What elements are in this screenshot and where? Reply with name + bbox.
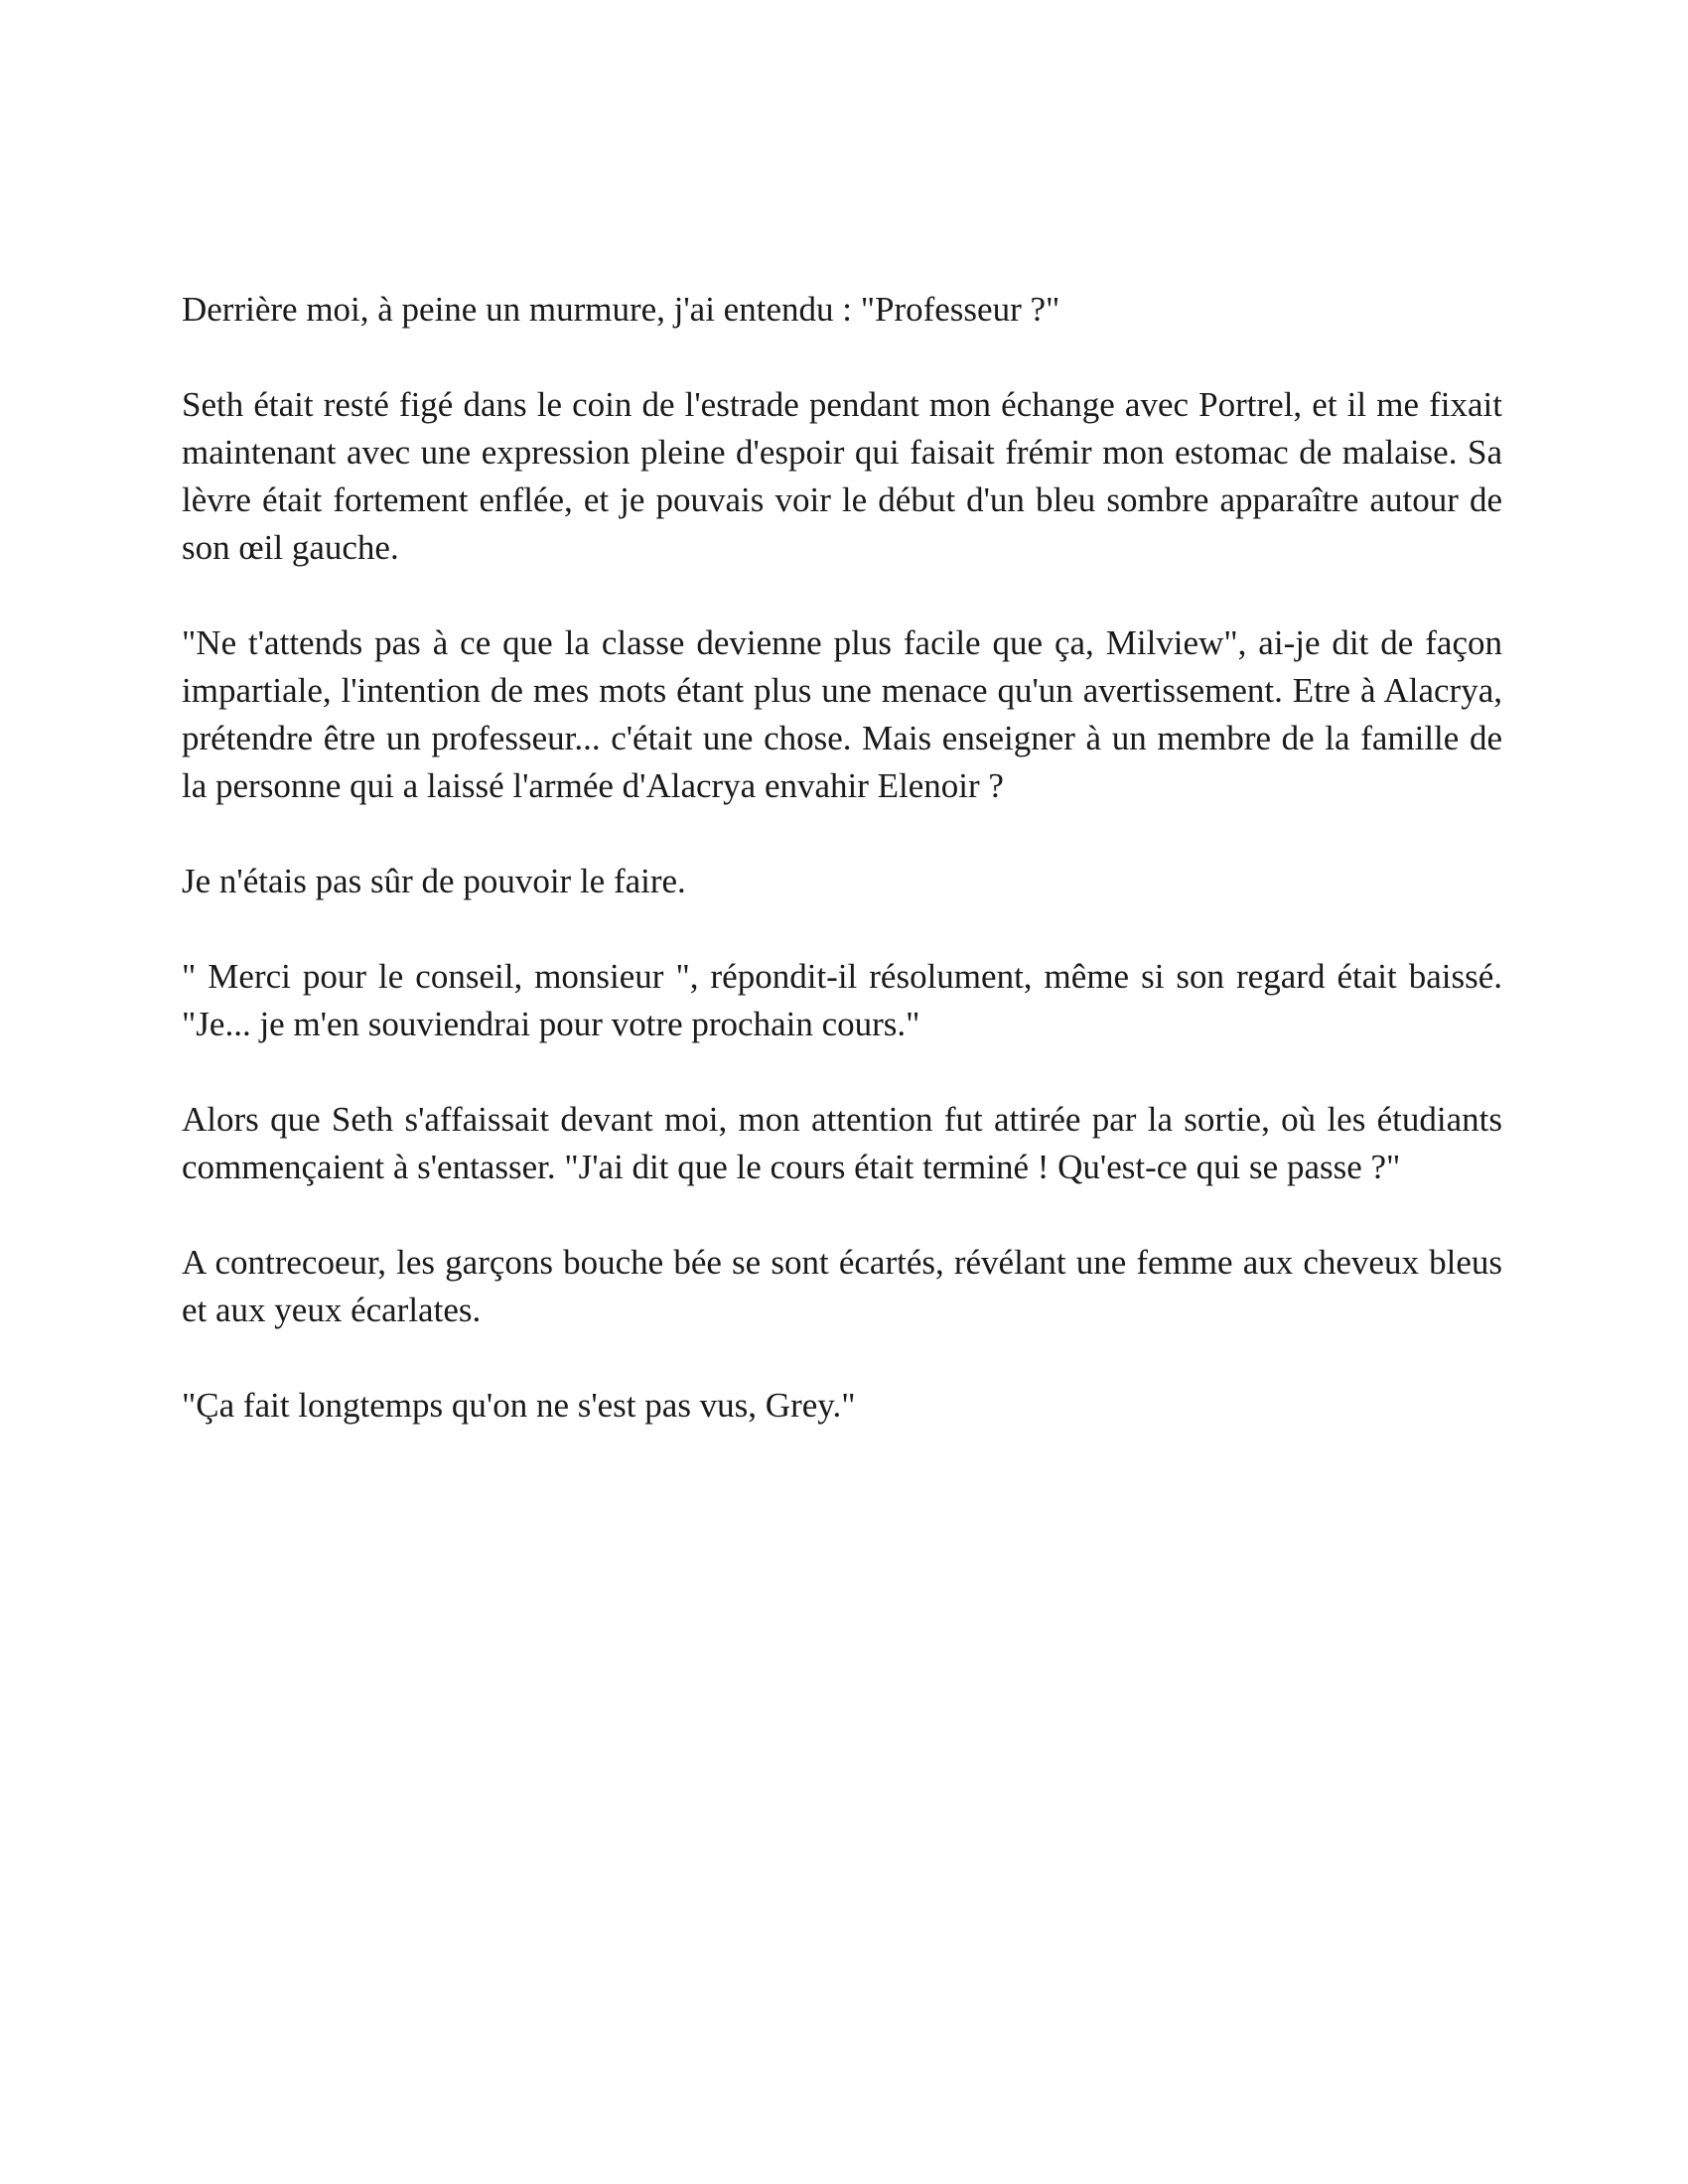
paragraph-5: " Merci pour le conseil, monsieur ", répondit-il résolument, même si son regard était baissé. "Je... je m'en souviendrai pour votre prochain cours." [182,957,1502,1043]
paragraph-3: "Ne t'attends pas à ce que la classe devienne plus facile que ça, Milview", ai-je dit de façon impartiale, l'intention de mes mots étant plus une menace qu'un avertissement. Etre à Alacrya, prétendre être un professeur... c'était une chose. Mais enseigner à un membre de la famille de la personne qui a laissé l'armée d'Alacrya envahir Elenoir ? [182,623,1502,805]
paragraph-2: Seth était resté figé dans le coin de l'estrade pendant mon échange avec Portrel, et il me fixait maintenant avec une expression pleine d'espoir qui faisait frémir mon estomac de malaise. Sa lèvre était fortement enflée, et je pouvais voir le début d'un bleu sombre apparaître autour de son œil gauche. [182,385,1502,567]
document-body [182,286,1502,1477]
paragraph-8: "Ça fait longtemps qu'on ne s'est pas vus, Grey." [182,1386,856,1425]
paragraph-4: Je n'étais pas sûr de pouvoir le faire. [182,862,686,900]
paragraph-7: A contrecoeur, les garçons bouche bée se sont écartés, révélant une femme aux cheveux bleus et aux yeux écarlates. [182,1243,1502,1329]
paragraph-6: Alors que Seth s'affaissait devant moi, mon attention fut attirée par la sortie, où les étudiants commençaient à s'entasser. "J'ai dit que le cours était terminé ! Qu'est-ce qui se passe ?" [182,1100,1502,1186]
paragraph-1: Derrière moi, à peine un murmure, j'ai entendu : "Professeur ?" [182,290,1060,329]
